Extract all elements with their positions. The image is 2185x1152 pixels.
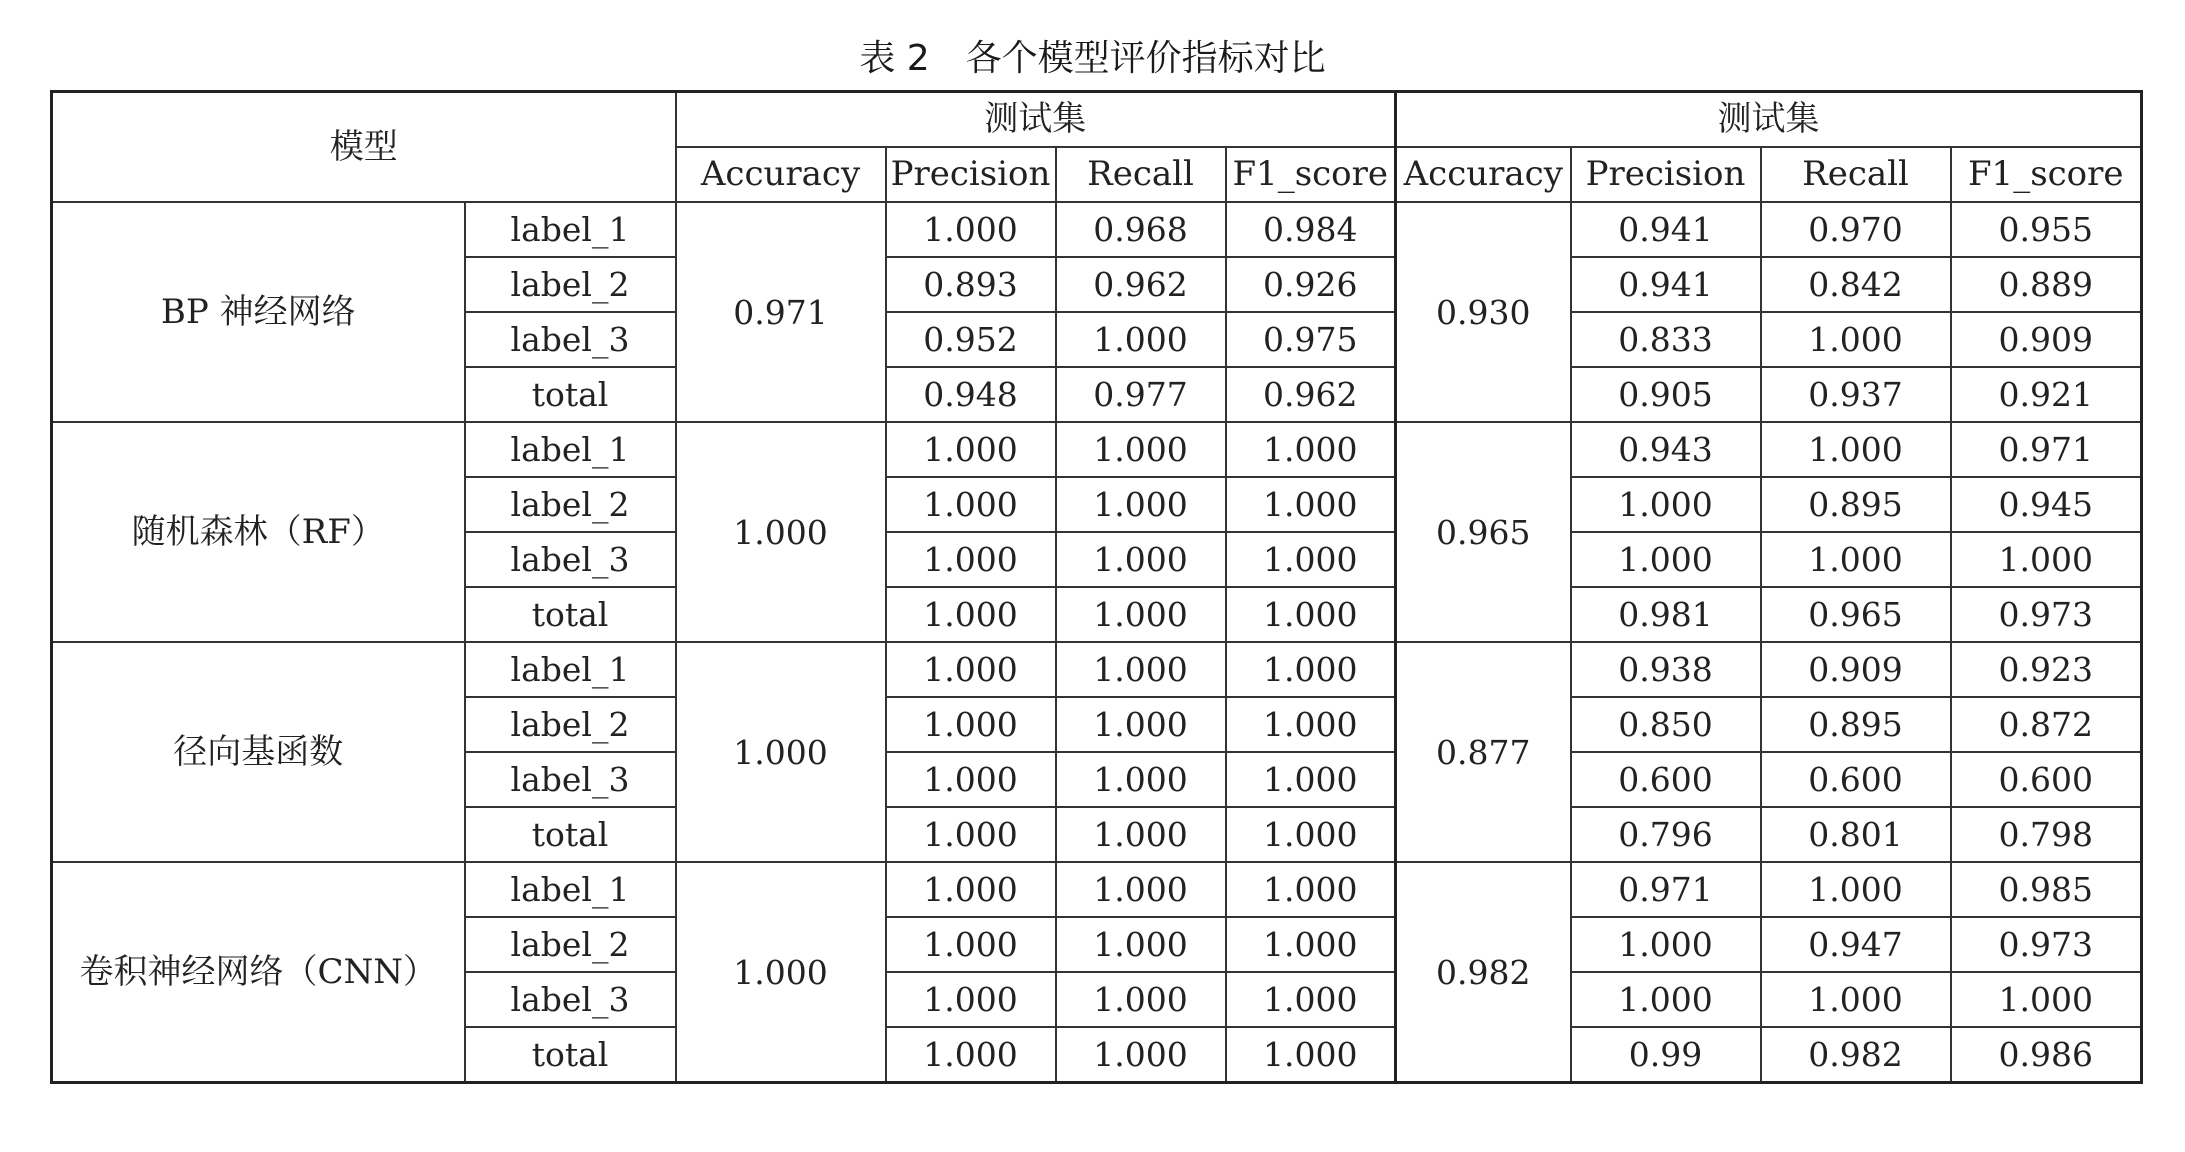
left-metric-cell: 1.000 (886, 917, 1056, 972)
left-metric-cell: 1.000 (886, 642, 1056, 697)
left-metric-cell: 0.948 (886, 367, 1056, 422)
left-metric-cell: 1.000 (1056, 312, 1226, 367)
left-metric-cell: 1.000 (1226, 422, 1396, 477)
header-model: 模型 (52, 92, 676, 203)
label-cell: total (465, 807, 676, 862)
right-metric-cell: 1.000 (1761, 422, 1951, 477)
right-metric-cell: 0.971 (1571, 862, 1761, 917)
right-metric-cell: 0.600 (1571, 752, 1761, 807)
header-group-left: 测试集 (676, 92, 1396, 148)
left-metric-cell: 0.926 (1226, 257, 1396, 312)
right-metric-cell: 1.000 (1571, 532, 1761, 587)
right-metric-cell: 0.600 (1951, 752, 2142, 807)
right-accuracy-cell: 0.965 (1396, 422, 1571, 642)
right-metric-cell: 1.000 (1571, 917, 1761, 972)
left-metric-cell: 1.000 (886, 752, 1056, 807)
right-metric-cell: 1.000 (1761, 312, 1951, 367)
right-metric-cell: 0.921 (1951, 367, 2142, 422)
right-metric-cell: 0.938 (1571, 642, 1761, 697)
left-metric-cell: 1.000 (886, 532, 1056, 587)
header-group-right: 测试集 (1396, 92, 2142, 148)
left-metric-cell: 1.000 (1226, 587, 1396, 642)
left-metric-cell: 1.000 (886, 422, 1056, 477)
metrics-table (50, 90, 2143, 1084)
left-metric-cell: 1.000 (1226, 532, 1396, 587)
right-metric-cell: 0.971 (1951, 422, 2142, 477)
left-metric-cell: 1.000 (1226, 1027, 1396, 1083)
left-metric-cell: 1.000 (886, 477, 1056, 532)
header-right-accuracy: Accuracy (1396, 147, 1571, 202)
label-cell: label_3 (465, 972, 676, 1027)
header-left-recall: Recall (1056, 147, 1226, 202)
right-metric-cell: 1.000 (1761, 532, 1951, 587)
label-cell: label_3 (465, 752, 676, 807)
header-left-accuracy: Accuracy (676, 147, 886, 202)
right-metric-cell: 0.941 (1571, 202, 1761, 257)
right-metric-cell: 0.895 (1761, 697, 1951, 752)
left-metric-cell: 1.000 (1056, 972, 1226, 1027)
right-metric-cell: 0.842 (1761, 257, 1951, 312)
left-metric-cell: 0.977 (1056, 367, 1226, 422)
left-metric-cell: 1.000 (1056, 862, 1226, 917)
model-name-cell: 随机森林（RF） (52, 422, 465, 642)
right-metric-cell: 0.99 (1571, 1027, 1761, 1083)
left-metric-cell: 1.000 (1226, 972, 1396, 1027)
label-cell: label_2 (465, 917, 676, 972)
table-row (52, 642, 2142, 697)
model-name-cell: BP 神经网络 (52, 202, 465, 422)
right-metric-cell: 1.000 (1761, 862, 1951, 917)
right-metric-cell: 0.937 (1761, 367, 1951, 422)
right-metric-cell: 0.833 (1571, 312, 1761, 367)
left-metric-cell: 1.000 (886, 807, 1056, 862)
left-metric-cell: 1.000 (1056, 807, 1226, 862)
left-metric-cell: 1.000 (1056, 697, 1226, 752)
right-metric-cell: 0.965 (1761, 587, 1951, 642)
left-metric-cell: 1.000 (1226, 477, 1396, 532)
right-metric-cell: 0.982 (1761, 1027, 1951, 1083)
right-accuracy-cell: 0.982 (1396, 862, 1571, 1083)
right-metric-cell: 1.000 (1951, 532, 2142, 587)
right-metric-cell: 0.889 (1951, 257, 2142, 312)
right-metric-cell: 0.955 (1951, 202, 2142, 257)
model-name-cell: 径向基函数 (52, 642, 465, 862)
header-right-precision: Precision (1571, 147, 1761, 202)
table-row (52, 862, 2142, 917)
header-right-recall: Recall (1761, 147, 1951, 202)
label-cell: label_2 (465, 477, 676, 532)
label-cell: label_1 (465, 642, 676, 697)
label-cell: total (465, 1027, 676, 1083)
header-row-groups (52, 92, 2142, 148)
left-metric-cell: 1.000 (1056, 587, 1226, 642)
table-row (52, 422, 2142, 477)
left-metric-cell: 1.000 (1056, 917, 1226, 972)
right-metric-cell: 0.798 (1951, 807, 2142, 862)
label-cell: label_3 (465, 312, 676, 367)
right-metric-cell: 0.981 (1571, 587, 1761, 642)
model-name-cell: 卷积神经网络（CNN） (52, 862, 465, 1083)
label-cell: label_2 (465, 697, 676, 752)
left-metric-cell: 1.000 (1056, 532, 1226, 587)
left-accuracy-cell: 1.000 (676, 642, 886, 862)
left-metric-cell: 1.000 (886, 972, 1056, 1027)
left-metric-cell: 0.968 (1056, 202, 1226, 257)
right-metric-cell: 0.947 (1761, 917, 1951, 972)
left-metric-cell: 0.984 (1226, 202, 1396, 257)
left-metric-cell: 1.000 (886, 1027, 1056, 1083)
right-metric-cell: 1.000 (1951, 972, 2142, 1027)
right-metric-cell: 0.923 (1951, 642, 2142, 697)
left-metric-cell: 1.000 (886, 697, 1056, 752)
left-metric-cell: 0.952 (886, 312, 1056, 367)
right-metric-cell: 0.943 (1571, 422, 1761, 477)
left-metric-cell: 1.000 (1056, 642, 1226, 697)
left-metric-cell: 1.000 (1056, 422, 1226, 477)
left-metric-cell: 0.962 (1226, 367, 1396, 422)
right-metric-cell: 1.000 (1571, 477, 1761, 532)
label-cell: label_1 (465, 862, 676, 917)
left-accuracy-cell: 1.000 (676, 422, 886, 642)
right-metric-cell: 0.872 (1951, 697, 2142, 752)
label-cell: label_2 (465, 257, 676, 312)
left-metric-cell: 1.000 (1226, 697, 1396, 752)
left-metric-cell: 1.000 (886, 202, 1056, 257)
left-metric-cell: 0.962 (1056, 257, 1226, 312)
right-metric-cell: 0.973 (1951, 587, 2142, 642)
left-metric-cell: 1.000 (886, 862, 1056, 917)
right-metric-cell: 0.905 (1571, 367, 1761, 422)
right-metric-cell: 1.000 (1571, 972, 1761, 1027)
right-metric-cell: 0.600 (1761, 752, 1951, 807)
right-accuracy-cell: 0.930 (1396, 202, 1571, 422)
table-body (52, 92, 2142, 1083)
right-metric-cell: 0.850 (1571, 697, 1761, 752)
left-metric-cell: 1.000 (886, 587, 1056, 642)
right-metric-cell: 0.796 (1571, 807, 1761, 862)
left-accuracy-cell: 0.971 (676, 202, 886, 422)
right-metric-cell: 0.941 (1571, 257, 1761, 312)
label-cell: label_1 (465, 202, 676, 257)
right-metric-cell: 0.985 (1951, 862, 2142, 917)
left-metric-cell: 1.000 (1226, 642, 1396, 697)
right-metric-cell: 0.986 (1951, 1027, 2142, 1083)
right-metric-cell: 0.973 (1951, 917, 2142, 972)
table-caption: 表 2 各个模型评价指标对比 (859, 38, 1326, 79)
left-metric-cell: 1.000 (1226, 862, 1396, 917)
header-left-f1-score: F1_score (1226, 147, 1396, 202)
left-metric-cell: 1.000 (1056, 477, 1226, 532)
left-metric-cell: 1.000 (1226, 917, 1396, 972)
right-metric-cell: 0.909 (1951, 312, 2142, 367)
right-metric-cell: 0.895 (1761, 477, 1951, 532)
left-metric-cell: 0.893 (886, 257, 1056, 312)
left-metric-cell: 1.000 (1056, 752, 1226, 807)
right-metric-cell: 0.970 (1761, 202, 1951, 257)
label-cell: label_1 (465, 422, 676, 477)
label-cell: total (465, 587, 676, 642)
header-right-f1-score: F1_score (1951, 147, 2142, 202)
left-metric-cell: 1.000 (1056, 1027, 1226, 1083)
right-metric-cell: 0.945 (1951, 477, 2142, 532)
header-left-precision: Precision (886, 147, 1056, 202)
right-metric-cell: 0.801 (1761, 807, 1951, 862)
left-metric-cell: 1.000 (1226, 807, 1396, 862)
left-accuracy-cell: 1.000 (676, 862, 886, 1083)
right-metric-cell: 1.000 (1761, 972, 1951, 1027)
left-metric-cell: 0.975 (1226, 312, 1396, 367)
left-metric-cell: 1.000 (1226, 752, 1396, 807)
label-cell: label_3 (465, 532, 676, 587)
right-metric-cell: 0.909 (1761, 642, 1951, 697)
right-accuracy-cell: 0.877 (1396, 642, 1571, 862)
label-cell: total (465, 367, 676, 422)
table-row (52, 202, 2142, 257)
